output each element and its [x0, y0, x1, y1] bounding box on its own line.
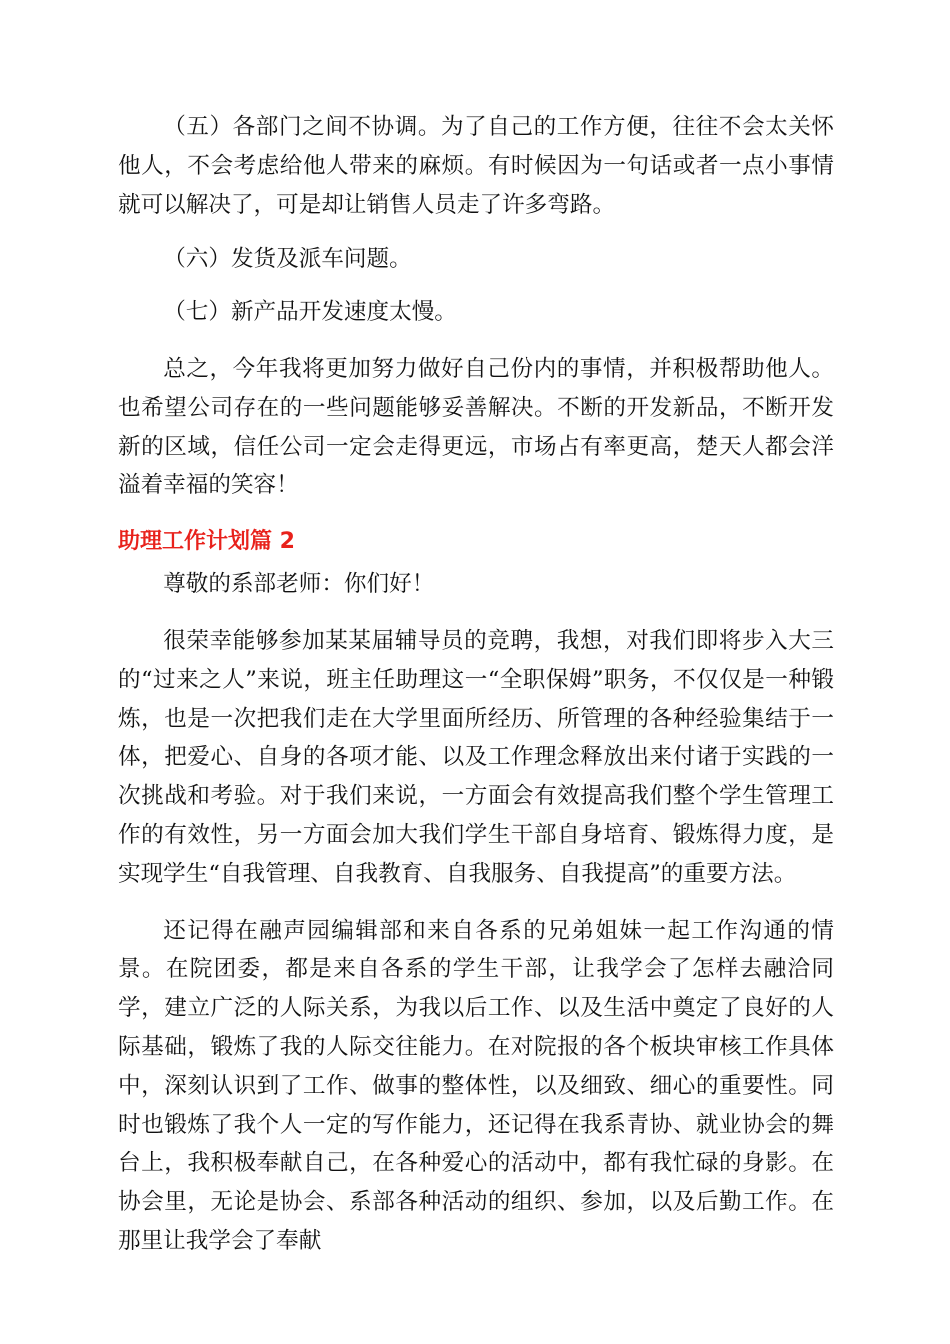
paragraph-item-5: （五）各部门之间不协调。为了自己的工作方便，往往不会太关怀他人，不会考虑给他人带来的麻烦。有时候因为一句话或者一点小事情就可以解决了，可是却让销售人员走了许多弯路。: [118, 114, 834, 218]
paragraph-summary: 总之，今年我将更加努力做好自己份内的事情，并积极帮助他人。也希望公司存在的一些问题能够妥善解决。不断的开发新品，不断开发新的区域，信任公司一定会走得更远，市场占有率更高，楚天人都会洋溢着幸福的笑容！: [118, 355, 834, 499]
paragraph-item-6: （六）发货及派车问题。: [163, 246, 412, 273]
paragraph-experience: 还记得在融声园编辑部和来自各系的兄弟姐妹一起工作沟通的情景。在院团委，都是来自各系的学生干部，让我学会了怎样去融洽同学，建立广泛的人际关系，为我以后工作、以及生活中奠定了良好的人际基础，锻炼了我的人际交往能力。在对院报的各个板块审核工作具体中，深刻认识到了工作、做事的整体性，以及细致、细心的重要性。同时也锻炼了我个人一定的写作能力，还记得在我系青协、就业协会的舞台上，我积极奉献自己，在各种爱心的活动中，都有我忙碌的身影。在协会里，无论是协会、系部各种活动的组织、参加，以及后勤工作。在那里让我学会了奉献: [118, 917, 834, 1254]
paragraph-item-7: （七）新产品开发速度太慢。: [163, 299, 457, 326]
paragraph-intro: 很荣幸能够参加某某届辅导员的竞聘，我想，对我们即将步入大三的“过来之人”来说，班主任助理这一“全职保姆”职务，不仅仅是一种锻炼，也是一次把我们走在大学里面所经历、所管理的各种经验集结于一体，把爱心、自身的各项才能、以及工作理念释放出来付诸于实践的一次挑战和考验。对于我们来说，一方面会有效提高我们整个学生管理工作的有效性，另一方面会加大我们学生干部自身培育、锻炼得力度，是实现学生“自我管理、自我教育、自我服务、自我提高”的重要方法。: [118, 627, 834, 887]
document-page: [118, 108, 834, 1261]
greeting-line: 尊敬的系部老师：你们好！: [163, 571, 435, 598]
section-heading: 助理工作计划篇 2: [118, 529, 295, 555]
